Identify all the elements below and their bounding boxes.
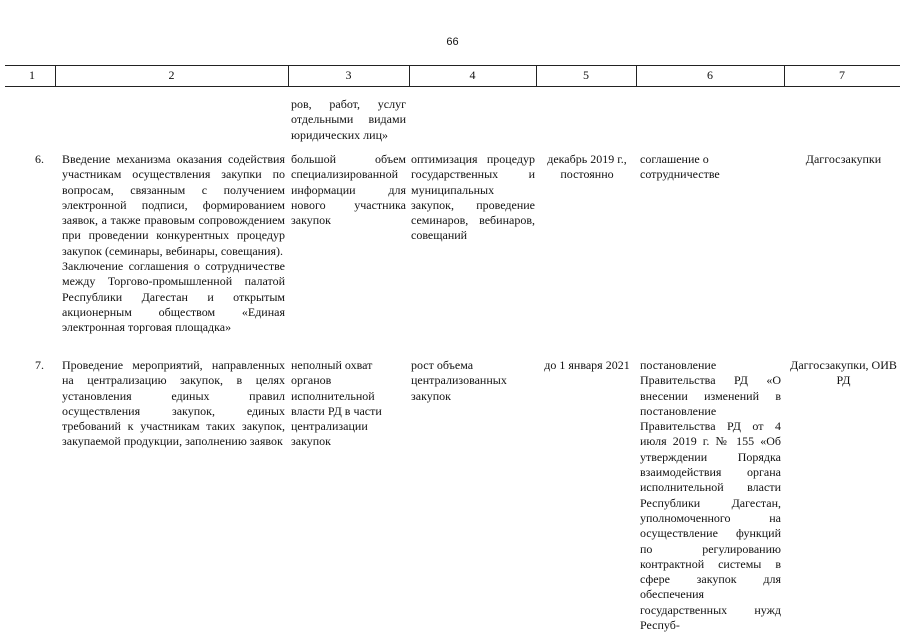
row-problem: неполный охват органов исполнительной власти РД в части централизации закупок [291, 358, 382, 449]
row-document: соглашение о сотрудничестве [640, 152, 720, 182]
row-measure [62, 358, 285, 450]
continuation-col3: ров, работ, услуг отдельными видами юридических лиц» [291, 97, 406, 142]
row-number: 6. [35, 152, 44, 166]
header-top-border [5, 65, 900, 66]
header-col-1: 1 [29, 68, 35, 82]
row-responsible: Даггосзакупки [805, 152, 882, 166]
row-responsible: Даггосзакупки, ОИВ РД [790, 358, 897, 388]
row-result: оптимизация процедур государственных и муниципальных закупок, проведение семинаров, вебинаров, совещаний [411, 152, 535, 243]
row-measure-text: Проведение мероприятий, направленных на централизацию закупок, в целях установления единых правил осуществления закупок, единых требований к участникам таких закупок, закупаемой продукции, заполнению заявок [62, 358, 285, 449]
row-document: постановление Правительства РД «О внесении изменений в постановление Правительства РД от 4 июля 2019 г. № 155 «Об утверждении Порядка взаимодействия органа исполнительной власти Республики Дагестан, уполномоченного на осуществление функций по регулированию контрактной системы в сфере закупок для обеспечения государственных нужд Респуб- [640, 358, 781, 633]
header-col-4: 4 [469, 68, 476, 82]
header-col-7: 7 [839, 68, 845, 82]
row-problem: большой объем специализированной информации для нового участника закупок [291, 152, 406, 228]
header-col-2: 2 [168, 68, 175, 82]
row-number: 7. [35, 358, 44, 372]
row-deadline: декабрь 2019 г., постоянно [547, 152, 627, 182]
header-bottom-border [5, 86, 900, 87]
table-header-row [5, 65, 900, 87]
header-col-6: 6 [707, 68, 713, 82]
row-deadline: до 1 января 2021 [544, 358, 630, 372]
row-measure-text: Введение механизма оказания содействия участникам осуществления закупки по вопросам, связанным с получением электронной подписи, формированием заявок, а также правовым сопровождением при проведении конкурентных процедур закупок (семинары, вебинары, совещания). [62, 152, 285, 258]
header-col-3: 3 [345, 68, 352, 82]
row-measure [62, 152, 285, 336]
page-number: 66 [446, 36, 459, 48]
row-measure-text: Заключение соглашения о сотрудничестве между Торгово-промышленной палатой Республики Дагестан и открытым акционерным обществом «Единая электронная торговая площадка» [62, 259, 285, 335]
row-result: рост объема централизованных закупок [411, 358, 507, 403]
header-col-5: 5 [583, 68, 589, 82]
